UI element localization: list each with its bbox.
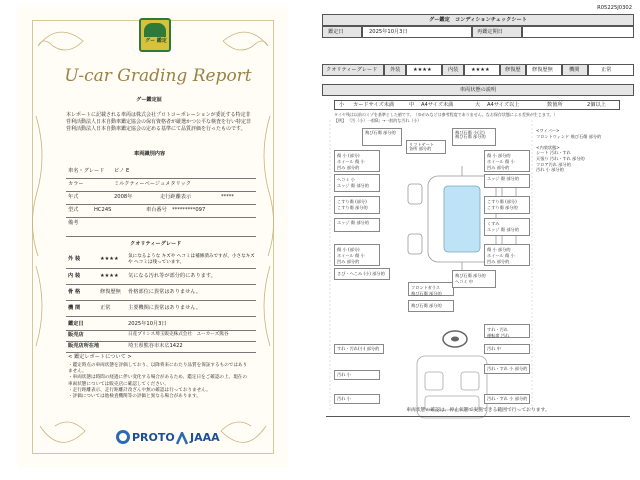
footnote-item: ・評価については他検査機関等の評価と異なる場合があります。 <box>68 394 201 400</box>
status-header <box>322 84 634 96</box>
damage-text: こすり傷 (部分) こすり傷 部分的 <box>337 199 368 210</box>
frame-cell <box>526 64 562 76</box>
mech-value: 正常 <box>601 67 612 73</box>
date-row <box>66 320 256 331</box>
size-legend <box>334 100 620 110</box>
frame-row <box>66 286 256 301</box>
damage-text: 傷 小 部分的 ホイール 傷 小 凹み 部分的 <box>487 247 515 264</box>
damage-text: 傷 小 部分的 ホイール 傷 小 凹み 部分的 <box>487 153 515 170</box>
mileage-label: 走行距離表示 <box>160 194 192 200</box>
footnote-item: ・車両状態は時間の経過に伴い変化する場合があるため、鑑定日をご確認の上、現在の車両状態については販売店に確認してください。 <box>68 375 247 387</box>
interior-text: 汚れ 中 <box>487 346 501 351</box>
mech-grade: 正常 <box>100 305 111 311</box>
legend-note-example: 【例】 『汚（小）一般B』→一般的な汚れ（小） <box>334 118 422 123</box>
goo-kantei-badge <box>139 18 171 52</box>
year-row <box>66 192 256 205</box>
damage-text: 飛び石傷 小(全) 飛び石傷 部分的 <box>455 130 486 140</box>
ext-stars: ★★★★ <box>413 67 432 73</box>
int-header <box>442 64 464 76</box>
report-title: U-car Grading Report <box>64 66 252 86</box>
mech-cell <box>588 64 634 76</box>
report-subtitle: グー鑑定証 <box>136 97 162 103</box>
footer-divider <box>326 416 630 417</box>
address-label: 販売店所在地 <box>68 343 100 349</box>
document-id: R05225J0302 <box>597 5 632 11</box>
period-cell <box>522 26 634 38</box>
mech-comment: 主要機関に異常はありません。 <box>128 305 201 311</box>
damage-text: エッジ 傷 部分的 <box>487 176 519 181</box>
footnotes <box>68 363 248 400</box>
legend-large-desc: A4サイズ以上 <box>487 102 520 108</box>
model-row <box>66 205 256 218</box>
exterior-comment: 気になるような キズや ヘコミは補修済みですが、小さなキズや ヘコミは残っています。 <box>128 254 255 265</box>
shop-row <box>66 331 256 342</box>
date-label: 鑑定日 <box>328 29 344 35</box>
damage-text: エッジ 傷 部分的 <box>337 220 369 225</box>
legend-note: タイヤ残は以前のミゾを基準とした値です。（ゆがみなどは参考程度でありません。なお保存状態による差異が生じます。） <box>334 112 558 117</box>
frame-label: 骨 格 <box>68 289 81 295</box>
ext-cell <box>406 64 442 76</box>
interior-notes-text: <ワイパー> フロントウィンド 飛び石傷 部分的 <内装状態> シート 汚れ・すれ 天張り 汚れ・すれ 部分的 フロア汚れ 部分的 汚れ 小 部分的 <box>536 128 602 173</box>
mech-header <box>562 64 588 76</box>
frame-label: 修復歴 <box>505 67 521 73</box>
damage-text: くすみ エッジ 傷 部分的 <box>487 221 519 232</box>
address-row <box>66 342 256 353</box>
color-row <box>66 179 256 192</box>
legend-medium: 中 <box>409 102 415 108</box>
model-value: HC24S <box>94 207 112 213</box>
year-label: 年式 <box>68 194 79 200</box>
exterior-stars: ★★★★ <box>100 256 119 262</box>
int-stars: ★★★★ <box>471 67 490 73</box>
mech-label: 機関 <box>569 67 580 73</box>
jaaa-logo-icon <box>176 430 188 443</box>
guide-lines <box>322 120 634 410</box>
frame-header <box>500 64 526 76</box>
damage-text: こすり傷 (部分) こすり傷 部分的 <box>487 199 518 210</box>
date-cell <box>362 26 472 38</box>
damage-text: リフトゲート 各所 部分的 <box>409 142 435 152</box>
proto-logo-icon <box>116 430 130 444</box>
interior-stars: ★★★★ <box>100 273 119 279</box>
damage-text: さび・へこみ (小) 部分的 <box>337 271 385 276</box>
damage-text: 傷 小 (部分) ホイール 傷 小 凹み 部分的 <box>337 153 365 170</box>
exterior-label: 外 装 <box>68 256 81 262</box>
interior-comment: 気になる汚れ等が部分的にあります。 <box>128 273 216 279</box>
legend-small-desc: カードサイズ未満 <box>353 102 395 108</box>
chassis-value: *********097 <box>172 207 206 213</box>
shop-value: 日産プリンス埼玉販売株式会社 ユーカーズ熊谷 <box>128 332 229 337</box>
footnote-item: ・鑑定時点の車両状態を評価しており、以降将来にわたり品質を保証するものではありません。 <box>68 363 248 375</box>
legend-medium-desc: A4サイズ未満 <box>421 102 454 108</box>
period-header <box>472 26 522 38</box>
notes-label: 備考 <box>68 220 79 226</box>
grade-label: クオリティーグレード <box>326 67 378 73</box>
damage-text: 飛び石傷 部分的 <box>365 130 396 135</box>
mech-label: 機 関 <box>68 305 81 311</box>
vehicle-section-title: 車両識別内容 <box>134 151 166 157</box>
grading-certificate <box>18 6 288 468</box>
sheet-title: グー鑑定 コンディションチェックシート <box>429 17 527 23</box>
damage-text: 傷 小 (部分) ホイール 傷 小 凹み 部分的 <box>337 247 365 264</box>
footnote-item: ・走行距離表示、走行距離計改ざんや無の確認は行っておりません。 <box>68 387 211 393</box>
interior-text: 汚れ・すれ 小 部分的 <box>487 366 528 371</box>
footnote-title: < 鑑定レポートについて > <box>68 354 132 360</box>
legend-multi-desc: 2個以上 <box>587 102 606 108</box>
frame-value: 修復歴無 <box>532 67 553 73</box>
interior-text: 汚れ・すれ 小 部分的 <box>487 396 528 401</box>
damage-text: ヘコミ 小 エッジ 傷 部分的 <box>337 177 369 188</box>
car-value: ピノ E <box>114 168 130 174</box>
period-label: 再鑑定期日 <box>477 29 503 35</box>
legend-small: 小 <box>339 102 345 108</box>
jaaa-logo-text: JAAA <box>190 431 220 444</box>
car-label: 車名・グレード <box>68 168 105 174</box>
proto-logo-text: PROTO <box>132 431 175 444</box>
quality-title: クオリティーグレード <box>130 241 182 247</box>
intro-text: 本レポートに記載される車両は株式会社プロトコーポレーションが委託する特定非営利活動法人日本自動車鑑定協会の保有資格者が厳選かつ公平な検査を行い特定非営利活動法人日本自動車鑑定協会の定める基準にて品質評価を行ったものです。 <box>66 112 252 133</box>
chassis-label: 車台番号 <box>146 207 167 213</box>
interior-label: 内 装 <box>68 273 81 279</box>
badge-text: グー 鑑定 <box>145 38 167 44</box>
year-value: 2008年 <box>114 194 133 200</box>
date-label: 鑑定日 <box>68 321 84 327</box>
grade-header <box>322 64 384 76</box>
date-value: 2025年10月3日 <box>369 29 408 35</box>
damage-text: 飛び石傷 部分的 <box>411 303 442 308</box>
model-label: 型式 <box>68 207 79 213</box>
int-label: 内装 <box>448 67 459 73</box>
legend-multi: 数箇所 <box>547 102 563 108</box>
date-value: 2025年10月3日 <box>128 321 167 327</box>
notes-row <box>66 218 256 237</box>
interior-text: すれ・汚れ(小) 部分的 <box>337 346 380 351</box>
interior-text: 汚れ 小 <box>337 396 351 401</box>
frame-grade: 修復歴無 <box>100 289 121 295</box>
date-header <box>322 26 362 38</box>
mileage-value: ***** <box>221 194 234 200</box>
color-value: ミルクティーベージュメタリック <box>114 181 191 187</box>
address-value: 埼玉県熊谷市末広1422 <box>128 343 183 349</box>
color-label: カラー <box>68 181 84 187</box>
interior-text: すれ・汚れ 運転席 汚れ <box>487 327 510 338</box>
interior-row <box>66 270 256 285</box>
sheet-title-bar <box>322 14 634 26</box>
ext-header <box>384 64 406 76</box>
exterior-row <box>66 252 256 269</box>
interior-text: 汚れ 小 <box>337 372 351 377</box>
frame-comment: 骨格部位に異常はありません。 <box>128 289 201 295</box>
int-cell <box>464 64 500 76</box>
mech-row <box>66 302 256 317</box>
status-header-text: 車両状態の説明 <box>459 87 497 93</box>
damage-text: 飛び石傷 部分的 ヘコミ 中 <box>455 273 486 284</box>
damage-text: フロントガラス 飛び石傷 部分的 <box>411 285 442 296</box>
shop-label: 販売店 <box>68 332 84 338</box>
ext-label: 外装 <box>390 67 401 73</box>
car-row <box>66 166 256 179</box>
legend-large: 大 <box>475 102 481 108</box>
footer-note: 車両状態の確認は、停止状態で実施できる範囲で行っております。 <box>406 408 550 413</box>
